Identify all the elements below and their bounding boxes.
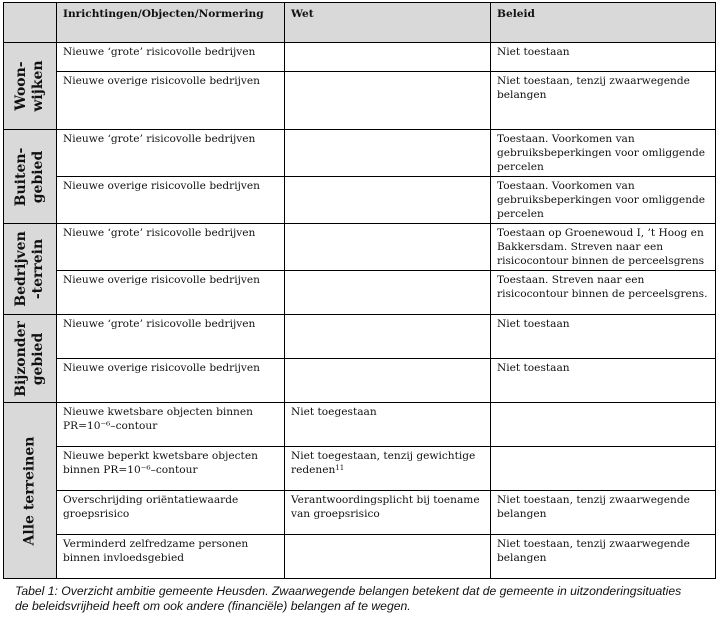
object-cell: Verminderd zelfredzame personen binnen invloedsgebied	[57, 535, 285, 579]
beleid-cell: Toestaan. Voorkomen van gebruiksbeperkingen voor omliggende percelen	[491, 177, 716, 224]
beleid-cell: Niet toestaan, tenzij zwaarwegende belangen	[491, 72, 716, 130]
object-cell: Nieuwe overige risicovolle bedrijven	[57, 359, 285, 403]
header-wet: Wet	[285, 3, 491, 43]
object-cell: Nieuwe kwetsbare objecten binnen PR=10⁻⁶–contour	[57, 403, 285, 447]
wet-cell	[285, 224, 491, 271]
wet-cell	[285, 43, 491, 72]
wet-cell	[285, 271, 491, 315]
beleid-cell	[491, 403, 716, 447]
header-blank	[4, 3, 57, 43]
category-alle-terreinen: Alle terreinen	[4, 403, 57, 579]
table-row	[4, 130, 716, 177]
object-cell: Nieuwe ‘grote’ risicovolle bedrijven	[57, 130, 285, 177]
object-cell: Nieuwe ‘grote’ risicovolle bedrijven	[57, 43, 285, 72]
beleid-cell: Niet toestaan	[491, 43, 716, 72]
wet-cell	[285, 315, 491, 359]
footnote-ref: 11	[335, 464, 345, 472]
table-row	[4, 535, 716, 579]
table-row	[4, 447, 716, 491]
wet-cell	[285, 177, 491, 224]
wet-cell	[285, 447, 491, 491]
table-row	[4, 359, 716, 403]
object-cell: Nieuwe overige risicovolle bedrijven	[57, 271, 285, 315]
beleid-cell: Niet toestaan	[491, 359, 716, 403]
table-caption: Tabel 1: Overzicht ambitie gemeente Heusden. Zwaarwegende belangen betekent dat de gemeente in uitzonderingsituaties de beleidsvrijheid heeft om ook andere (financiële) belangen af te wegen.	[15, 584, 682, 613]
beleid-cell: Toestaan op Groenewoud I, ’t Hoog en Bakkersdam. Streven naar een risicocontour binnen de perceelsgrens	[491, 224, 716, 271]
header-row	[4, 3, 716, 43]
beleid-cell: Niet toestaan, tenzij zwaarwegende belangen	[491, 491, 716, 535]
table-row	[4, 271, 716, 315]
wet-cell: Verantwoordingsplicht bij toename van groepsrisico	[285, 491, 491, 535]
wet-cell	[285, 535, 491, 579]
category-woonwijken: Woon- wijken	[4, 43, 57, 130]
table-row	[4, 72, 716, 130]
table-row	[4, 177, 716, 224]
beleid-cell: Toestaan. Streven naar een risicocontour binnen de perceelsgrens.	[491, 271, 716, 315]
wet-cell	[285, 359, 491, 403]
object-cell: Overschrijding oriëntatiewaarde groepsrisico	[57, 491, 285, 535]
wet-cell	[285, 130, 491, 177]
object-cell: Nieuwe ‘grote’ risicovolle bedrijven	[57, 224, 285, 271]
object-cell: Nieuwe overige risicovolle bedrijven	[57, 177, 285, 224]
wet-text: Niet toegestaan, tenzij gewichtige redenen	[291, 450, 476, 476]
wet-cell: Niet toegestaan	[285, 403, 491, 447]
table-row	[4, 403, 716, 447]
header-objects: Inrichtingen/Objecten/Normering	[57, 3, 285, 43]
category-buitengebied: Buiten- gebied	[4, 130, 57, 224]
object-cell: Nieuwe beperkt kwetsbare objecten binnen PR=10⁻⁶–contour	[57, 447, 285, 491]
wet-cell	[285, 72, 491, 130]
beleid-cell: Toestaan. Voorkomen van gebruiksbeperkingen voor omliggende percelen	[491, 130, 716, 177]
header-beleid: Beleid	[491, 3, 716, 43]
table-row	[4, 224, 716, 271]
beleid-cell	[491, 447, 716, 491]
category-bijzonder-gebied: Bijzonder gebied	[4, 315, 57, 403]
table-row	[4, 491, 716, 535]
policy-table	[3, 2, 716, 579]
object-cell: Nieuwe overige risicovolle bedrijven	[57, 72, 285, 130]
object-cell: Nieuwe ‘grote’ risicovolle bedrijven	[57, 315, 285, 359]
beleid-cell: Niet toestaan, tenzij zwaarwegende belangen	[491, 535, 716, 579]
table-row	[4, 43, 716, 72]
table-row	[4, 315, 716, 359]
category-bedrijventerrein: Bedrijven -terrein	[4, 224, 57, 315]
beleid-cell: Niet toestaan	[491, 315, 716, 359]
